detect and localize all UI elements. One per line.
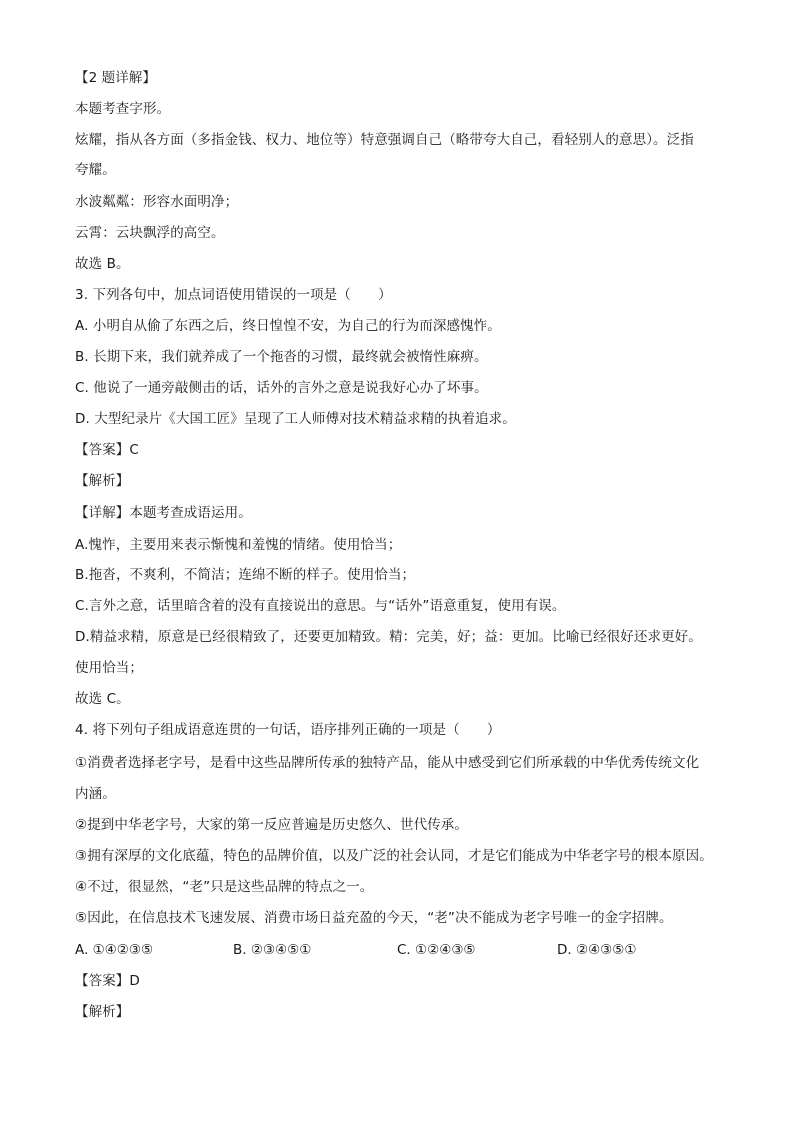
paragraph: 炫耀，指从各方面（多指金钱、权力、地位等）特意强调自己（略带夸大自己，看轻别人的意思）。泛指 [75, 132, 694, 148]
paragraph: 故选 B。 [75, 256, 130, 272]
paragraph: A.愧怍，主要用来表示惭愧和羞愧的情绪。使用恰当； [75, 537, 402, 553]
option-c: C. ①②④③⑤ [397, 942, 476, 958]
analysis-label: 【解析】 [75, 473, 130, 489]
choice-b: B. 长期下来，我们就养成了一个拖沓的习惯，最终就会被惰性麻痹。 [75, 349, 488, 365]
sentence-5: ⑤因此，在信息技术飞速发展、消费市场日益充盈的今天，“老”决不能成为老字号唯一的金字招牌。 [75, 910, 673, 926]
option-a: A. ①④②③⑤ [75, 942, 154, 958]
paragraph: 云霄：云块飘浮的高空。 [75, 225, 225, 241]
answer-label: 【答案】C [75, 442, 139, 458]
paragraph: C.言外之意，话里暗含着的没有直接说出的意思。与“话外”语意重复，使用有误。 [75, 598, 566, 614]
answer-options [75, 940, 735, 960]
question-stem: 4. 将下列句子组成语意连贯的一句话，语序排列正确的一项是（ ） [75, 722, 501, 738]
paragraph: 水波粼粼：形容水面明净； [75, 194, 239, 210]
choice-c: C. 他说了一通旁敲侧击的话，话外的言外之意是说我好心办了坏事。 [75, 380, 488, 396]
sentence-1: ①消费者选择老字号，是看中这些品牌所传承的独特产品，能从中感受到它们所承载的中华优秀传统文化 [75, 755, 700, 771]
question-stem: 3. 下列各句中，加点词语使用错误的一项是（ ） [75, 287, 392, 303]
analysis-label: 【解析】 [75, 1004, 130, 1020]
choice-a: A. 小明自从偷了东西之后，终日惶惶不安，为自己的行为而深感愧怍。 [75, 318, 501, 334]
paragraph: D.精益求精，原意是已经很精致了，还要更加精致。精：完美，好；益：更加。比喻已经很好还求更好。 [75, 629, 702, 645]
paragraph: 【详解】本题考查成语运用。 [75, 505, 252, 521]
sentence-1-cont: 内涵。 [75, 786, 116, 802]
option-b: B. ②③④⑤① [233, 942, 312, 958]
option-d: D. ②④③⑤① [557, 942, 637, 958]
sentence-3: ③拥有深厚的文化底蕴，特色的品牌价值，以及广泛的社会认同，才是它们能成为中华老字号的根本原因。 [75, 848, 713, 864]
paragraph: 使用恰当； [75, 660, 143, 676]
sentence-2: ②提到中华老字号，大家的第一反应普遍是历史悠久、世代传承。 [75, 817, 469, 833]
answer-label: 【答案】D [75, 973, 140, 989]
sentence-4: ④不过，很显然，“老”只是这些品牌的特点之一。 [75, 879, 374, 895]
choice-d: D. 大型纪录片《大国工匠》呈现了工人师傅对技术精益求精的执着追求。 [75, 411, 516, 427]
section-heading: 【2 题详解】 [75, 70, 157, 86]
paragraph: B.拖沓，不爽利，不简洁；连绵不断的样子。使用恰当； [75, 567, 416, 583]
paragraph: 夸耀。 [75, 162, 116, 178]
paragraph: 本题考查字形。 [75, 101, 171, 117]
paragraph: 故选 C。 [75, 691, 130, 707]
